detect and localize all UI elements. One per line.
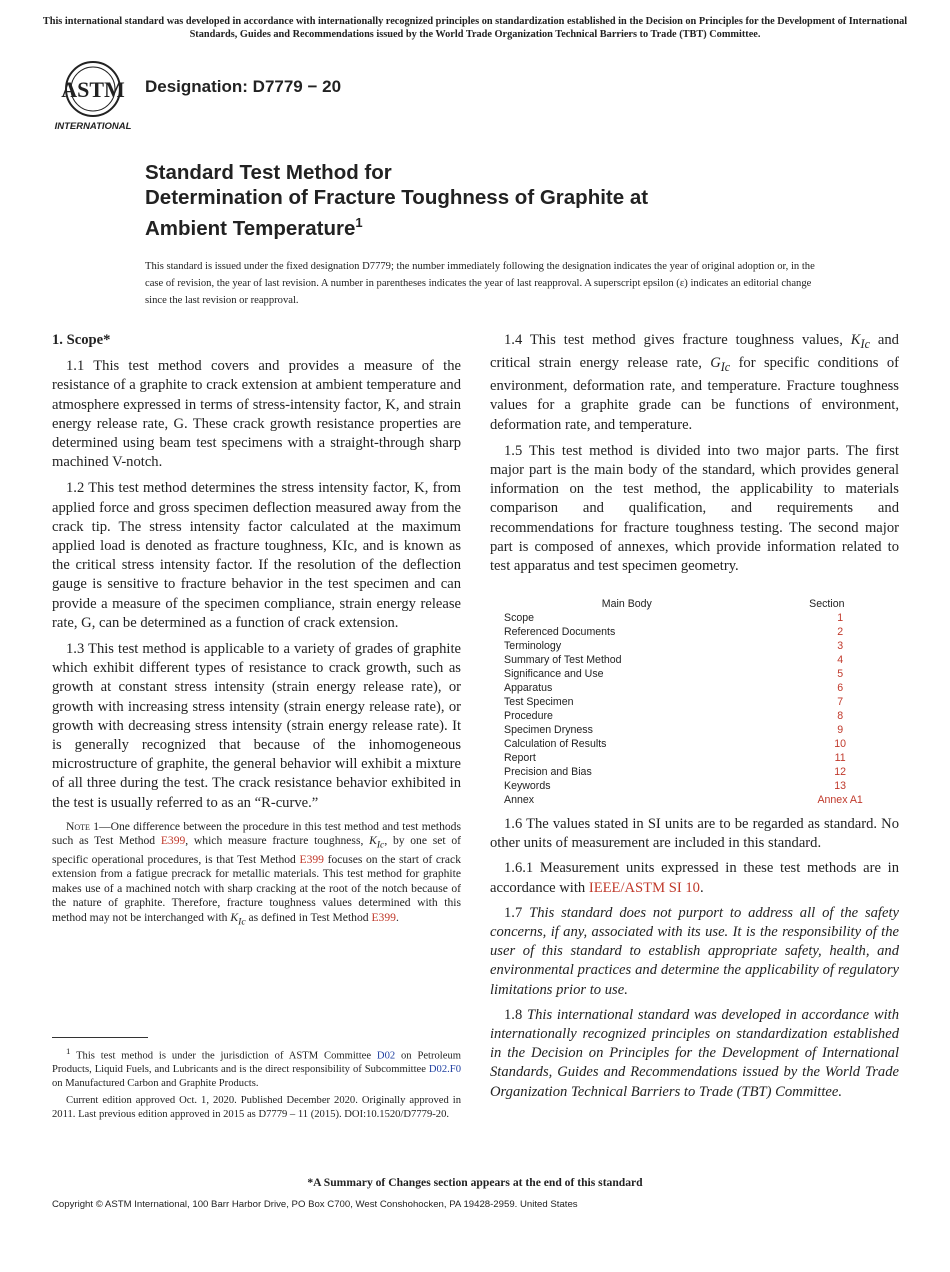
contents-row-section-link[interactable]: 6 (837, 682, 844, 694)
issue-note: This standard is issued under the fixed designation D7779; the number immediately following the designation indicates the year of original adoption or, in the case of revision, the year of last revision. A number in parentheses indicates the year of last reapproval. A superscript epsilon (ε) indicates an editorial change since the last revision or reapproval. (145, 261, 815, 306)
note-1 (52, 820, 461, 929)
astm-logo (52, 58, 134, 134)
footnote-1-mark: 1 (66, 1046, 71, 1056)
section-1-6: 1.6 The values stated in SI units are to be regarded as standard. No other units of measurement are included in this standard. (490, 816, 899, 852)
contents-row (500, 779, 900, 793)
section-1-7-text: This standard does not purport to address all of the safety concerns, if any, associated with its use. It is the responsibility of the user of this standard to establish appropriate safety, health, and environmental practices and determine the applicability of regulatory limitations prior to use. (490, 904, 899, 998)
designation: Designation: D7779 − 20 (145, 77, 342, 96)
title-line-3-text: Ambient Temperature (145, 216, 356, 240)
contents-row-section-link[interactable]: 5 (837, 668, 844, 680)
top-notice: This international standard was developed in accordance with internationally recognized principles on standardization established in the Decision on Principles for the Development of International Standards, Guides and Recommendations issued by the World Trade Organization Technical Barriers to Trade (TBT) Committee. (42, 16, 908, 40)
contents-row-section-link[interactable]: 12 (834, 766, 847, 778)
contents-row (500, 723, 900, 737)
right-column-lower (490, 815, 899, 1108)
footnote-1 (52, 1045, 461, 1090)
contents-row-section-link[interactable]: 13 (834, 780, 847, 792)
contents-row-section-link[interactable]: 9 (837, 724, 844, 736)
section-1-6-1 (490, 859, 899, 897)
footnote-edition: Current edition approved Oct. 1, 2020. Published December 2020. Originally approved in 2011. Last previous edition approved in 2015 as D7779 – 11 (2015). DOI:10.1520/D7779-20. (52, 1095, 461, 1120)
contents-rows (500, 611, 900, 807)
contents-row-section-link[interactable]: 7 (837, 696, 844, 708)
contents-row (500, 765, 900, 779)
section-1-5: 1.5 This test method is divided into two major parts. The first major part is the main body of the standard, which provides general information on the test method, the applicability to materials comparison and qualification, and requirements and recommendations for fracture toughness testing. The second major part is composed of annexes, which provide information related to test apparatus and test specimen geometry. (490, 442, 899, 575)
symbol-k: K (369, 834, 377, 848)
e399-link[interactable]: E399 (299, 853, 324, 866)
contents-row (500, 709, 900, 723)
section-1-4 (490, 331, 899, 435)
section-1-7 (490, 904, 899, 1000)
contents-row-label: Keywords (504, 780, 551, 792)
contents-row-label: Referenced Documents (504, 626, 616, 638)
footnote-1-text: on Manufactured Carbon and Graphite Products. (52, 1077, 259, 1089)
e399-link[interactable]: E399 (160, 834, 186, 848)
contents-table (500, 597, 900, 807)
section-1-6-1-text: . (699, 879, 704, 896)
section-1-7-number: 1.7 (504, 904, 530, 921)
subscript-ic: Ic (720, 360, 731, 375)
contents-row (500, 625, 900, 639)
section-1-4-text: and critical strain energy release rate, (490, 332, 899, 372)
contents-row-label: Procedure (504, 710, 553, 722)
contents-row (500, 681, 900, 695)
document-title (145, 160, 865, 241)
section-1-1: 1.1 This test method covers and provides a measure of the resistance of a graphite to crack extension at ambient temperature and atmosphere expressed in terms of stress-intensity factor, K, and strain energy release rate, G. These crack growth resistance properties are determined using beam test specimens with a straight-through sharp machined V-notch. (52, 358, 461, 471)
footnotes (52, 1045, 461, 1126)
contents-row (500, 611, 900, 625)
symbol-g: G (710, 355, 721, 372)
contents-row-label: Calculation of Results (504, 738, 607, 750)
section-1-4-text: 1.4 This test method gives fracture toughness values, (504, 332, 851, 348)
contents-row-label: Test Specimen (504, 696, 574, 708)
note-1-text: as defined in Test Method (245, 910, 372, 924)
contents-row (500, 793, 900, 807)
logo-international: INTERNATIONAL (54, 121, 132, 132)
subscript-ic: Ic (238, 915, 246, 927)
d02f0-link[interactable]: D02.F0 (428, 1064, 461, 1076)
left-column (52, 331, 461, 936)
subscript-ic: Ic (860, 336, 870, 351)
title-line-3 (145, 210, 865, 241)
contents-row-section-link[interactable]: 11 (834, 752, 846, 764)
section-1-6-1-text: 1.6.1 Measurement units expressed in these test methods are in accordance with (490, 860, 899, 896)
contents-row-label: Specimen Dryness (504, 724, 593, 736)
contents-row (500, 653, 900, 667)
contents-row (500, 737, 900, 751)
ieee-astm-si10-link[interactable]: IEEE/ASTM SI 10 (588, 879, 700, 896)
section-1-2: 1.2 This test method determines the stress intensity factor, K, from applied force and gross specimen deflection measured away from the crack tip. The stress intensity factor calculated at the maximum applied load is denoted as fracture toughness, KIc, and is known as the critical stress intensity factor. If the resolution of the deflection gauge is sensitive to fracture behavior in the test specimen and can provide a measure of the specimen compliance, strain energy release rate, G, can be determined as a function of crack extension. (52, 480, 461, 631)
right-column (490, 331, 899, 583)
contents-row-label: Scope (504, 612, 535, 624)
title-footnote-mark: 1 (355, 215, 363, 230)
title-line-1: Standard Test Method for (145, 161, 392, 184)
summary-of-changes-note: *A Summary of Changes section appears at the end of this standard (307, 1176, 643, 1189)
contents-row-section-link[interactable]: 10 (834, 738, 847, 750)
section-1-3: 1.3 This test method is applicable to a variety of grades of graphite which exhibit different types of resistance to crack growth, such as growth at constant stress intensity (strain energy release rate), or growth with increasing stress intensity (strain energy release rate), or growth with decreasing stress intensity (strain energy release rate). It is generally recognized that because of the inhomogeneous microstructure of graphite, the general behavior will exhibit a mixture of all three during the test. The crack resistance behavior exhibited in the test is usually referred to as an “R-curve.” (52, 641, 461, 811)
contents-row-section-link[interactable]: 3 (837, 640, 844, 652)
copyright: Copyright © ASTM International, 100 Barr Harbor Drive, PO Box C700, West Conshohocken, PA 19428-2959. United States (52, 1199, 578, 1210)
note-1-text: , which measure fracture toughness, (185, 834, 370, 848)
scope-heading: 1. Scope* (52, 332, 111, 348)
contents-row (500, 639, 900, 653)
contents-row-section-link[interactable]: 8 (837, 710, 844, 722)
subscript-ic: Ic (376, 839, 385, 851)
contents-header-main-body: Main Body (601, 598, 652, 610)
contents-row-section-link[interactable]: Annex A1 (817, 794, 863, 806)
note-1-text: . (395, 910, 399, 924)
contents-row (500, 751, 900, 765)
contents-row-section-link[interactable]: 1 (837, 612, 844, 624)
contents-row-label: Significance and Use (504, 668, 604, 680)
contents-header (500, 597, 900, 611)
section-1-8-text: This international standard was developed in accordance with internationally recognized principles on standardization established in the Decision on Principles for the Development of International Standards, Guides and Recommendations issued by the World Trade Organization Technical Barriers to Trade (TBT) Committee. (490, 1006, 900, 1100)
contents-row-label: Summary of Test Method (504, 654, 622, 666)
note-1-text: focuses on the start of crack extension from a fatigue precrack for metallic materials. This test method for graphite makes use of a machined notch with sharp cracking at the root of the notch because of the nature of graphite. Therefore, fracture toughness values determined with this method may not be interchanged with (52, 853, 462, 924)
contents-row-label: Report (504, 752, 536, 764)
footnote-divider (52, 1037, 148, 1038)
section-1-8 (490, 1006, 899, 1102)
contents-row-section-link[interactable]: 2 (837, 626, 844, 638)
contents-row (500, 667, 900, 681)
footnote-1-text: This test method is under the jurisdiction of ASTM Committee (70, 1050, 377, 1062)
contents-row-section-link[interactable]: 4 (837, 654, 844, 666)
contents-row-label: Terminology (504, 640, 562, 652)
d02-link[interactable]: D02 (376, 1050, 396, 1062)
contents-row-label: Annex (504, 794, 535, 806)
astm-logo-icon (52, 58, 134, 134)
logo-text: ASTM (61, 77, 125, 102)
note-1-label: Note 1 (66, 819, 100, 833)
symbol-k: K (230, 910, 239, 924)
contents-row-label: Apparatus (504, 682, 553, 694)
section-1-4-text: for specific conditions of environment, deformation rate, and temperature. Fracture toughness values for a graphite grade can be functions of environment, deformation rate, and temperature. (490, 355, 899, 433)
contents-header-section: Section (809, 598, 845, 610)
footnote-1-text: on Petroleum Products, Liquid Fuels, and Lubricants and is the direct responsibility of Subcommittee (52, 1050, 461, 1076)
contents-row-label: Precision and Bias (504, 766, 592, 778)
symbol-k: K (850, 332, 861, 348)
note-1-text: , by one set of specific operational procedures, is that Test Method (52, 834, 461, 866)
note-1-text: —One difference between the procedure in this test method and test methods such as Test Method (52, 819, 461, 848)
title-line-2: Determination of Fracture Toughness of Graphite at (145, 186, 649, 209)
e399-link[interactable]: E399 (371, 910, 396, 924)
section-1-8-number: 1.8 (504, 1006, 528, 1023)
contents-row (500, 695, 900, 709)
